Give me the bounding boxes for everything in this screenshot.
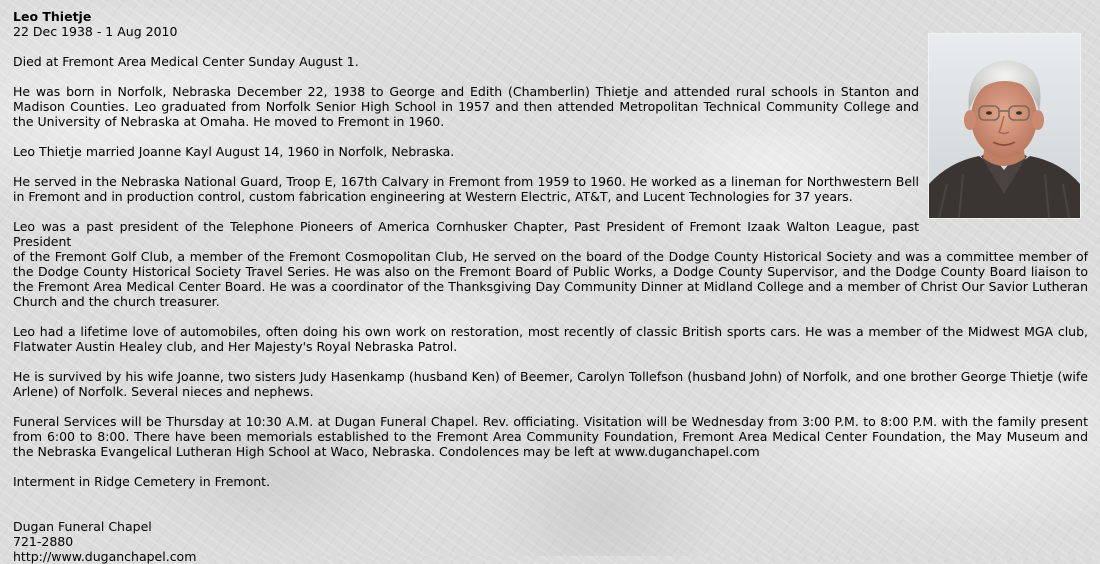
portrait-photo — [928, 33, 1081, 219]
paragraph-automobiles: Leo had a lifetime love of automobiles, often doing his own work on restoration, most recently of classic British sports cars. He was a member of the Midwest MGA club, Flatwater Austin Healey club, and Her Majesty's Royal Nebraska Patrol. — [13, 324, 1088, 354]
paragraph-death: Died at Fremont Area Medical Center Sunday August 1. — [13, 54, 359, 69]
funeral-home-phone: 721-2880 — [13, 534, 74, 549]
paragraph-interment: Interment in Ridge Cemetery in Fremont. — [13, 474, 271, 489]
funeral-home-footer — [13, 519, 1088, 564]
paragraph-services: Funeral Services will be Thursday at 10:30 A.M. at Dugan Funeral Chapel. Rev. officiating. Visitation will be Wednesday from 3:00 P.M. to 8:00 P.M. with the family present from 6:00 to 8:00. There have been memorials established to the Fremont Area Community Foundation, Fremont Area Medical Center Foundation, the May Museum and the Nebraska Evangelical Lutheran High School at Waco, Nebraska. Condolences may be left at www.duganchapel.com — [13, 414, 1088, 459]
paragraph-organizations: of the Fremont Golf Club, a member of the Fremont Cosmopolitan Club, He served on the board of the Dodge County Historical Society and was a committee member of the Dodge County Historical Society Travel Series. He was also on the Fremont Board of Public Works, a Dodge County Supervisor, and the Dodge County Board liaison to the Fremont Area Medical Center Board. He was a coordinator of the Thanksgiving Day Community Dinner at Midland College and a member of Christ Our Savior Lutheran Church and the church treasurer. — [13, 249, 1088, 309]
obituary-header — [13, 9, 1088, 39]
deceased-name: Leo Thietje — [13, 9, 92, 24]
paragraph-career: He served in the Nebraska National Guard, Troop E, 167th Calvary in Fremont from 1959 to 1960. He worked as a lineman for Northwestern Bell in Fremont and in production control, custom fabrication engineering at Western Electric, AT&T, and Lucent Technologies for 37 years. — [13, 174, 919, 204]
funeral-home-name: Dugan Funeral Chapel — [13, 519, 152, 534]
paragraph-birth: He was born in Norfolk, Nebraska December 22, 1938 to George and Edith (Chamberlin) Thietje and attended rural schools in Stanton and Madison Counties. Leo graduated from Norfolk Senior High School in 1957 and then attended Metropolitan Technical Community College and the University of Nebraska at Omaha. He moved to Fremont in 1960. — [13, 84, 919, 129]
paragraph-survivors: He is survived by his wife Joanne, two sisters Judy Hasenkamp (husband Ken) of Beemer, Carolyn Tollefson (husband John) of Norfolk, and one brother George Thietje (wife Arlene) of Norfolk. Several nieces and nephews. — [13, 369, 1088, 399]
paragraph-organizations-first-line: Leo was a past president of the Telephone Pioneers of America Cornhusker Chapter, Past President of Fremont Izaak Walton League, past President — [13, 219, 919, 249]
paragraph-marriage: Leo Thietje married Joanne Kayl August 14, 1960 in Norfolk, Nebraska. — [13, 144, 455, 159]
portrait-photo-icon — [929, 34, 1080, 218]
funeral-home-url[interactable]: http://www.duganchapel.com — [13, 549, 197, 564]
life-dates: 22 Dec 1938 - 1 Aug 2010 — [13, 24, 178, 39]
